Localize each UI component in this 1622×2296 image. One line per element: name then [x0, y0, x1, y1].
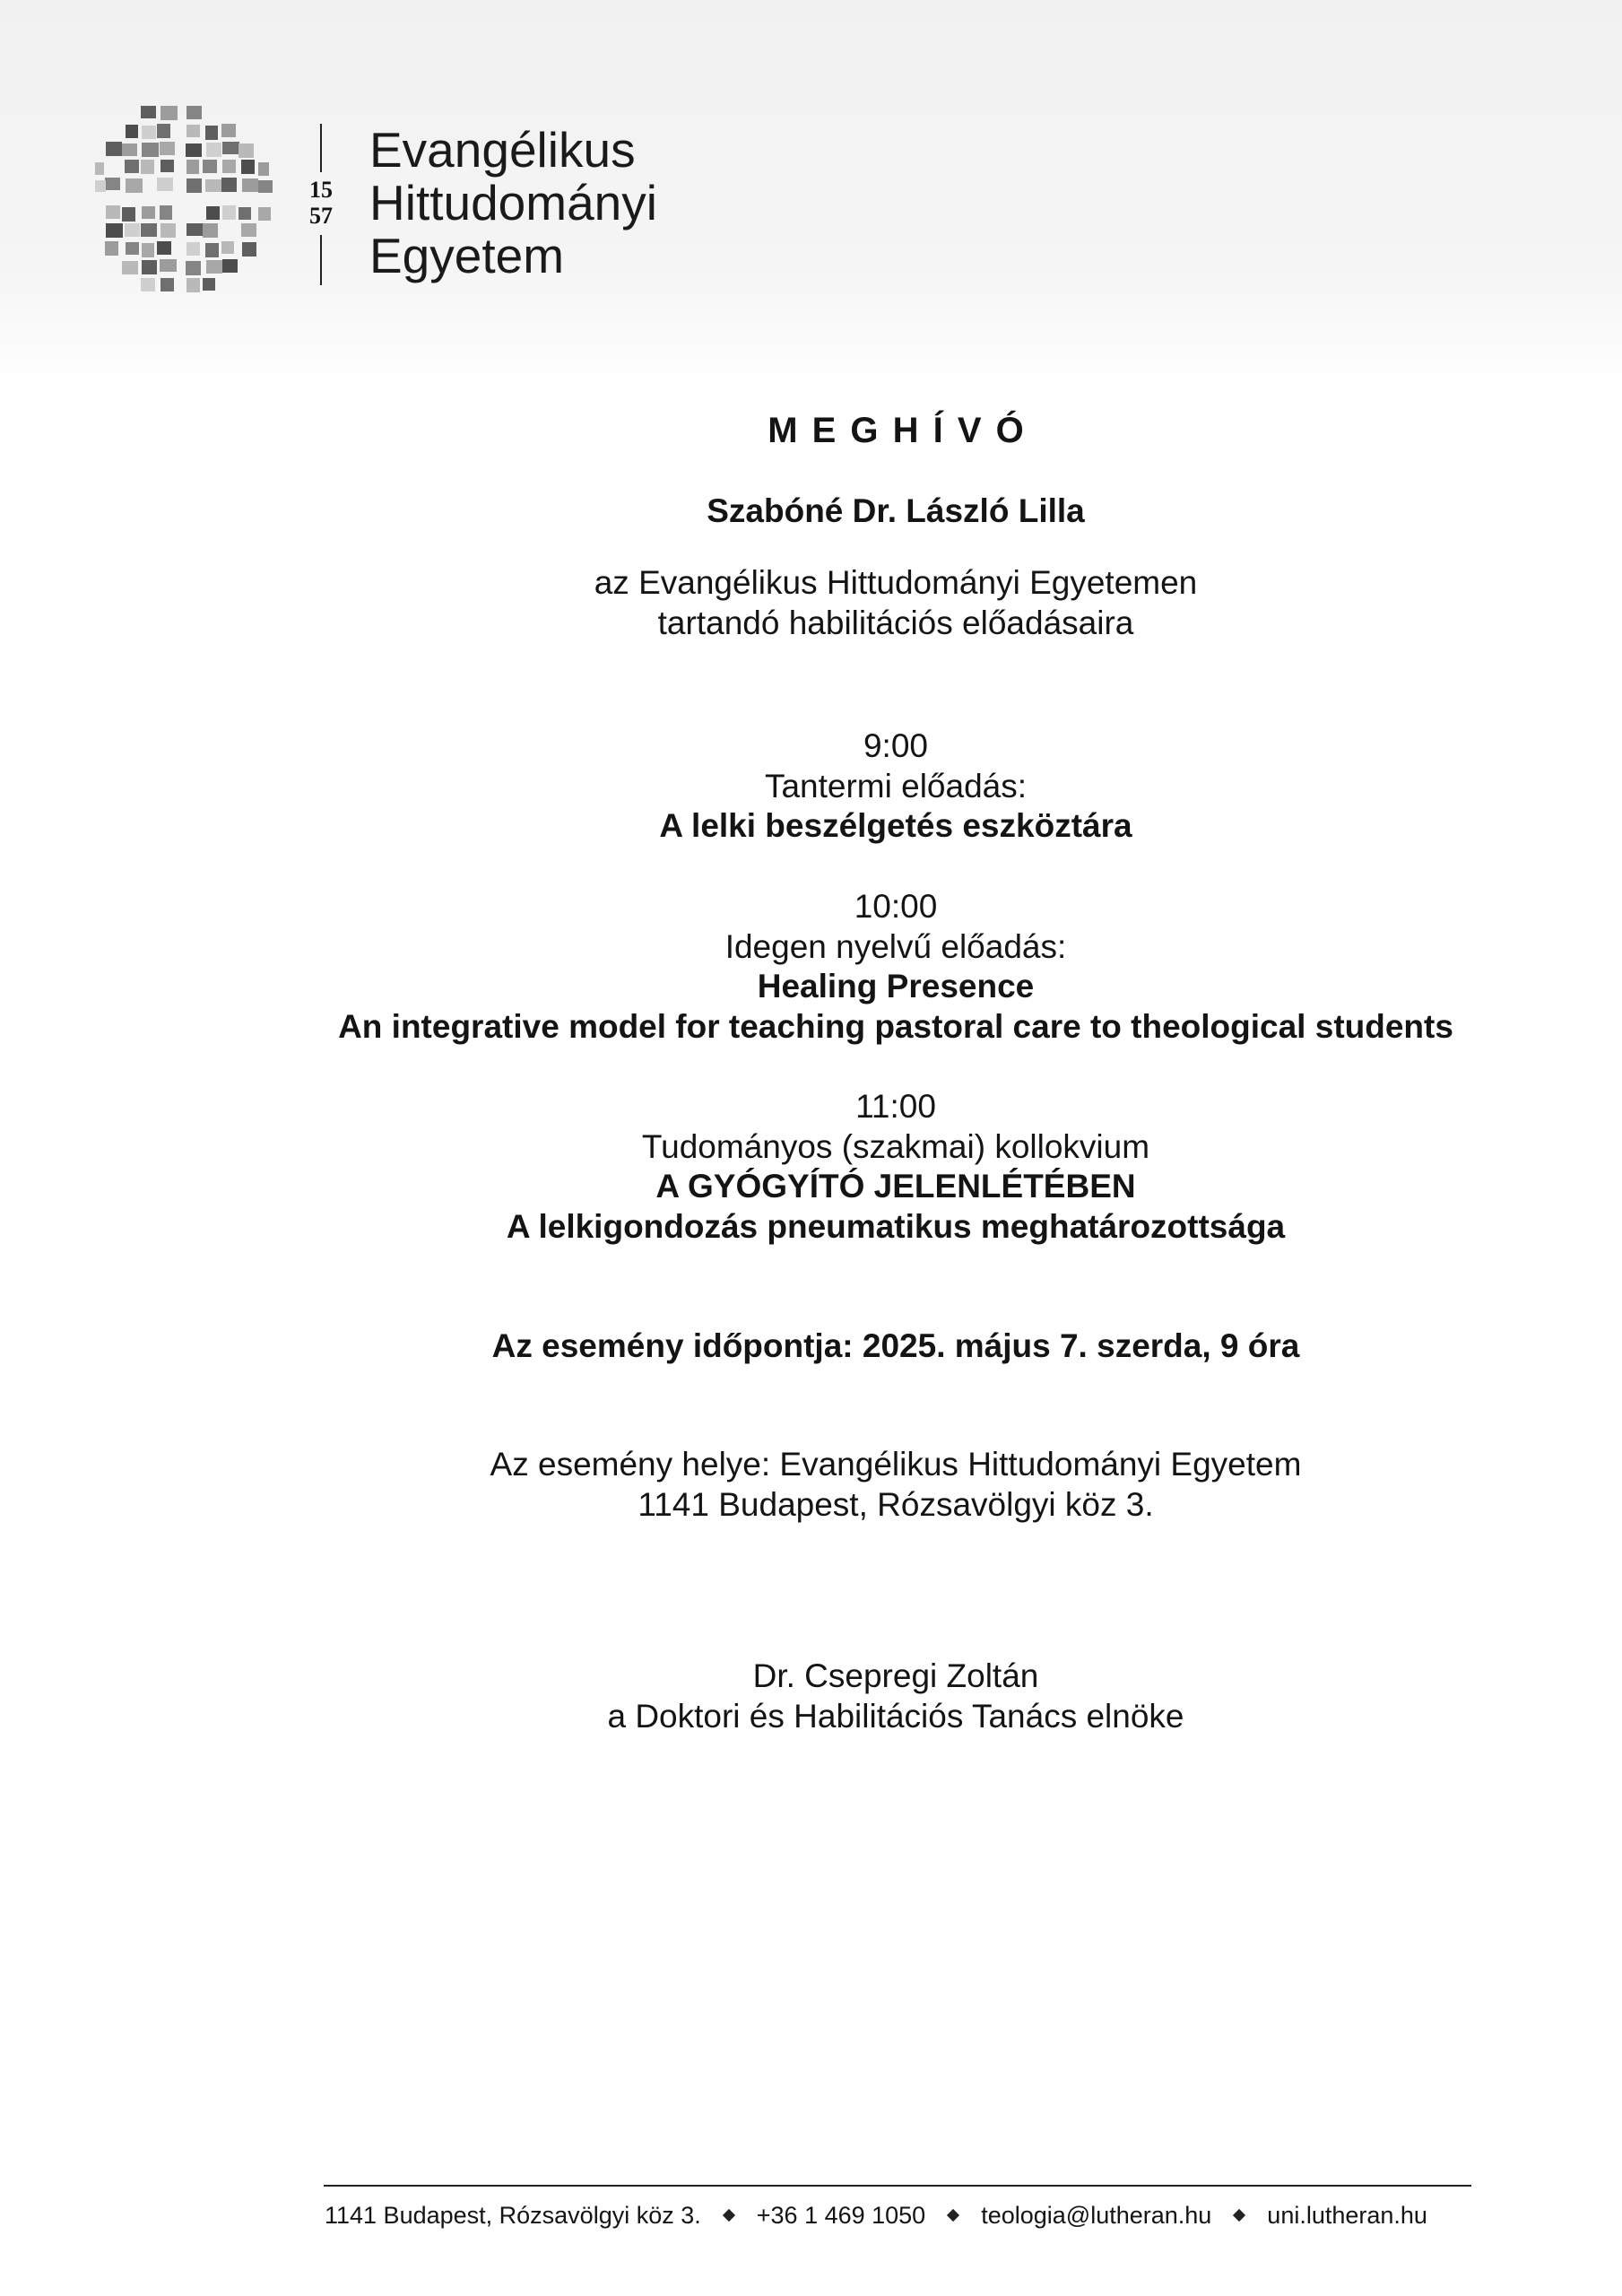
logo-tile: [106, 223, 123, 238]
logo-tile: [186, 125, 200, 137]
logo-tile: [160, 106, 178, 120]
logo-tile: [258, 180, 273, 193]
logo-tile: [125, 223, 140, 237]
logo-tile: [122, 261, 138, 274]
logo-tile: [186, 261, 201, 275]
footer-rule: [324, 2185, 1471, 2187]
session-block: [322, 726, 1470, 847]
university-name-line: Hittudományi: [369, 175, 657, 230]
diamond-icon: [723, 2209, 735, 2222]
logo-tile: [205, 126, 218, 140]
logo-tile: [141, 223, 157, 237]
session-type: Idegen nyelvű előadás:: [724, 927, 1067, 965]
logo-tile: [142, 143, 159, 157]
logo-tile: [221, 124, 236, 137]
logo-tile: [160, 278, 174, 291]
event-venue: [322, 1445, 1470, 1525]
logo-tile: [105, 241, 118, 256]
diamond-icon: [947, 2209, 959, 2222]
logo-tile: [258, 207, 271, 221]
logo-tile: [186, 223, 204, 236]
signatory-name: Dr. Csepregi Zoltán: [752, 1657, 1039, 1694]
logo-tile: [142, 206, 155, 219]
logo-tile: [160, 223, 176, 238]
logo-tile: [205, 179, 222, 192]
logo-tile: [106, 142, 122, 156]
logo-tile: [242, 242, 256, 257]
session-block: [322, 887, 1470, 1047]
logo-tile: [95, 162, 104, 175]
logo-divider-top: [320, 124, 322, 172]
logo-tile: [106, 205, 120, 219]
logo-tile: [186, 160, 199, 174]
logo-tile: [221, 241, 234, 254]
signatory-role: a Doktori és Habilitációs Tanács elnöke: [607, 1697, 1184, 1735]
logo-tile: [160, 142, 175, 155]
logo-tile: [258, 162, 269, 176]
invitation-title: M E G H Í V Ó: [768, 411, 1027, 450]
session-time: 9:00: [863, 727, 928, 764]
logo-tile: [142, 260, 157, 274]
logo-tile: [222, 205, 236, 220]
logo-tile: [160, 259, 177, 272]
logo-tile: [186, 278, 200, 292]
footer-website: uni.lutheran.hu: [1267, 2202, 1427, 2229]
session-subtitle: An integrative model for teaching pastoral care to theological students: [338, 1007, 1453, 1045]
logo-tile: [222, 259, 238, 273]
logo-tile: [126, 125, 138, 138]
invitation-intro: [322, 563, 1470, 643]
session-block: [322, 1087, 1470, 1247]
logo-tile: [206, 206, 220, 220]
logo-tile: [203, 160, 217, 173]
logo-tile: [157, 241, 171, 255]
logo-tile: [95, 180, 106, 192]
logo-tile: [186, 178, 202, 193]
logo-tile: [141, 160, 154, 174]
footer-address: 1141 Budapest, Rózsavölgyi köz 3.: [325, 2202, 701, 2229]
session-time: 11:00: [855, 1088, 936, 1125]
session-title: A lelki beszélgetés eszköztára: [659, 807, 1132, 844]
logo-tile: [126, 242, 139, 255]
venue-line: 1141 Budapest, Rózsavölgyi köz 3.: [638, 1485, 1154, 1523]
logo-tile: [186, 242, 200, 256]
logo-year-top: 15: [309, 177, 333, 203]
logo-tile: [221, 178, 237, 192]
venue-line: Az esemény helye: Evangélikus Hittudományi Egyetem: [490, 1446, 1302, 1483]
logo-tile: [160, 160, 174, 172]
logo-tile: [241, 223, 256, 237]
logo-tile: [239, 144, 254, 158]
logo-tile: [222, 142, 239, 154]
logo-tile: [206, 260, 222, 274]
logo-divider-bottom: [320, 235, 322, 285]
logo-tile: [203, 278, 215, 291]
session-type: Tantermi előadás:: [764, 767, 1028, 804]
logo-tile: [206, 143, 221, 157]
logo-tile: [222, 160, 236, 173]
diamond-icon: [1233, 2209, 1245, 2222]
logo-tile: [241, 160, 255, 174]
signature-block: [322, 1657, 1470, 1736]
logo-tile: [242, 178, 258, 192]
logo-tile: [157, 178, 173, 191]
logo-tile: [186, 144, 202, 157]
university-name-line: Evangélikus: [369, 122, 636, 178]
event-date: Az esemény időpontja: 2025. május 7. szerda, 9 óra: [491, 1327, 1300, 1364]
logo-tile: [239, 207, 251, 220]
recipient-name: Szabóné Dr. László Lilla: [707, 492, 1085, 529]
university-name: [369, 124, 657, 283]
footer-phone: +36 1 469 1050: [756, 2202, 926, 2229]
logo-tile: [186, 106, 202, 119]
logo-tile: [141, 278, 155, 291]
footer-contact: [325, 2199, 1427, 2231]
session-type: Tudományos (szakmai) kollokvium: [641, 1127, 1150, 1165]
logo-tile: [125, 160, 139, 173]
session-time: 10:00: [854, 888, 938, 925]
logo-tile: [141, 106, 156, 118]
logo-tile: [126, 178, 143, 193]
logo-tile: [205, 243, 219, 257]
footer-email: teologia@lutheran.hu: [981, 2202, 1212, 2229]
session-subtitle: A lelkigondozás pneumatikus meghatározottsága: [506, 1207, 1286, 1245]
intro-line: az Evangélikus Hittudományi Egyetemen: [594, 564, 1198, 601]
intro-line: tartandó habilitációs előadásaira: [657, 604, 1134, 641]
logo-tile: [142, 126, 156, 139]
logo-tile: [142, 243, 154, 257]
logo-tile: [105, 178, 120, 190]
logo-tile: [157, 124, 170, 138]
logo-tile: [160, 205, 172, 220]
logo-tile: [122, 207, 135, 222]
university-logo-mosaic: [95, 105, 274, 300]
logo-year-bottom: 57: [309, 203, 333, 229]
logo-tile: [122, 144, 137, 156]
session-title: Healing Presence: [757, 968, 1035, 1004]
logo-tile: [203, 223, 218, 238]
session-title: A GYÓGYÍTÓ JELENLÉTÉBEN: [655, 1168, 1136, 1205]
university-name-line: Egyetem: [369, 228, 565, 283]
